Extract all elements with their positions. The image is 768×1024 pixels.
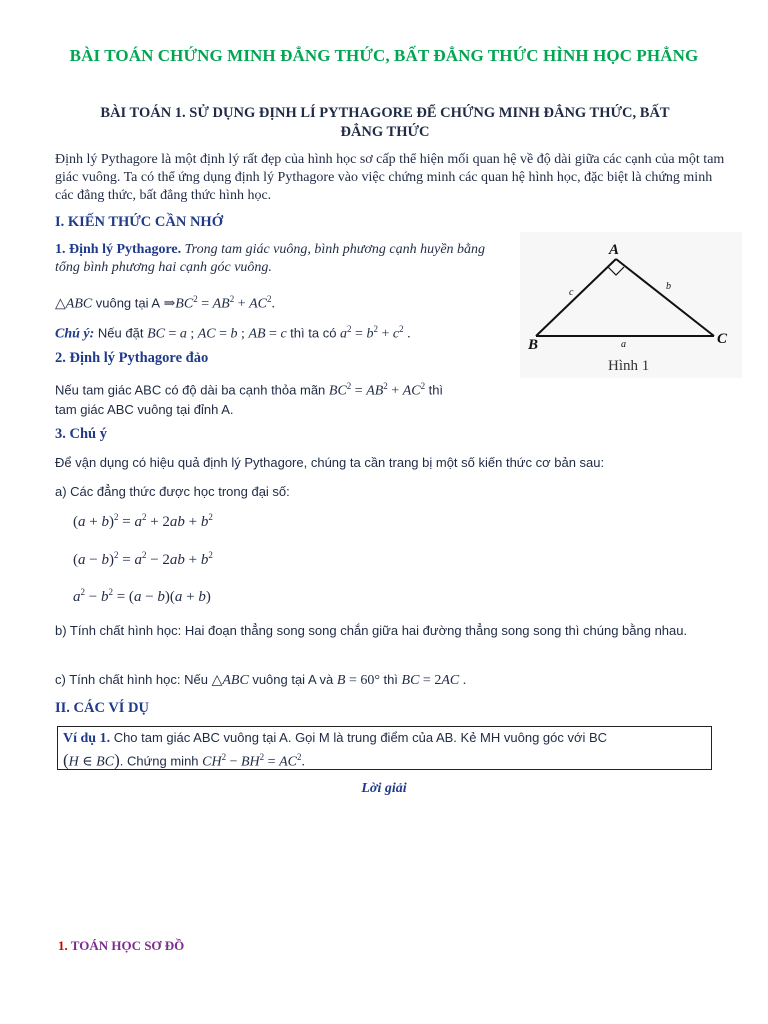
item-c: c) Tính chất hình học: Nếu △ABC vuông tại A và B = 60° thì BC = 2AC . (55, 672, 467, 688)
figure-caption: Hình 1 (608, 358, 650, 374)
theorem-1-statement: △ABC vuông tại A $\Rightarrow BC^2 = AB^2 + AC^2$. (55, 294, 275, 312)
note-3-title: 3. Chú ý (55, 426, 107, 442)
identity-2: $(a - b)^2 = a^2 - 2ab + b^2$ (73, 550, 213, 568)
footer-text: TOÁN HỌC SƠ ĐỒ (67, 938, 185, 953)
example-1: Ví dụ 1. Cho tam giác ABC vuông tại A. Gọi M là trung điểm của AB. Kẻ MH vuông góc với BC (H ∈ BC). Chứng minh $CH^2 - BH^2 = AC^2$. (63, 730, 608, 770)
vertex-c: C (717, 331, 728, 347)
identity-3: $a^2 - b^2 = (a - b)(a + b)$ (73, 587, 211, 605)
item-c-text-a: c) Tính chất hình học: Nếu (55, 672, 212, 687)
theorem-1-title: 1. Định lý Pythagore. (55, 242, 182, 257)
footer-page-number: 1. (58, 938, 68, 953)
vertex-a: A (609, 242, 620, 258)
example-1-label: Ví dụ 1. (63, 731, 111, 746)
identity-1: $(a + b)^2 = a^2 + 2ab + b^2$ (73, 512, 213, 530)
note-label: Chú ý: (55, 326, 95, 342)
section-heading-knowledge: I. KIẾN THỨC CẦN NHỚ (55, 214, 223, 230)
label-c: c (569, 287, 574, 298)
note-text-a: Nếu đặt (94, 325, 148, 341)
solution-heading: Lời giải (361, 781, 407, 796)
triangle-symbol: △ (55, 296, 66, 312)
section-title-line2: ĐẲNG THỨC (340, 124, 430, 140)
note-text-b: thì ta có (290, 325, 341, 341)
theorem-2-text-b: thì (428, 382, 444, 398)
theorem-1 (55, 241, 500, 277)
theorem-1-statement-text: vuông tại A (95, 295, 161, 311)
theorem-1-text: Trong tam giác vuông, bình phương cạnh huyền bằng tổng bình phương hai cạnh góc vuông. (55, 242, 486, 275)
note-1: Chú ý: Nếu đặt BC = a ; AC = b ; AB = c thì ta có $a^2 = b^2 + c^2$ . (55, 324, 411, 342)
triangle-figure (520, 232, 742, 378)
theorem-2-title: 2. Định lý Pythagore đảo (55, 350, 209, 366)
theorem-2: Nếu tam giác ABC có độ dài ba cạnh thỏa mãn $BC^2 = AB^2 + AC^2$ thì tam giác ABC vuông tại đỉnh A. (55, 381, 444, 417)
example-1-text2: . Chứng minh (119, 753, 203, 769)
page-title: BÀI TOÁN CHỨNG MINH ĐẲNG THỨC, BẤT ĐẲNG THỨC HÌNH HỌC PHẲNG (69, 46, 699, 65)
section-title-line1: BÀI TOÁN 1. SỬ DỤNG ĐỊNH LÍ PYTHAGORE ĐỂ CHỨNG MINH ĐẲNG THỨC, BẤT (100, 105, 670, 121)
figure-background (520, 232, 742, 378)
label-a: a (621, 339, 626, 350)
section-heading-examples: II. CÁC VÍ DỤ (55, 700, 149, 716)
item-a: a) Các đẳng thức được học trong đại số: (55, 484, 290, 499)
theorem-2-text-c: tam giác ABC vuông tại đỉnh A. (55, 401, 234, 417)
item-c-text-b: vuông tại A và (252, 672, 337, 687)
footer (58, 938, 184, 954)
example-1-text: Cho tam giác ABC vuông tại A. Gọi M là trung điểm của AB. Kẻ MH vuông góc với BC (110, 730, 608, 745)
vertex-b: B (528, 337, 539, 353)
implies-arrow: ⇒ (163, 296, 176, 312)
note-3-intro: Để vận dụng có hiệu quả định lý Pythagore, chúng ta cần trang bị một số kiến thức cơ bản sau: (55, 455, 605, 470)
item-b: b) Tính chất hình học: Hai đoạn thẳng song song chắn giữa hai đường thẳng song song thì chúng bằng nhau. (55, 623, 688, 638)
label-b: b (666, 281, 671, 292)
theorem-2-text-a: Nếu tam giác ABC có độ dài ba cạnh thỏa mãn (55, 382, 329, 398)
intro-paragraph: Định lý Pythagore là một định lý rất đẹp của hình học sơ cấp thể hiện mối quan hệ về độ dài giữa các cạnh của một tam giác vuông. Ta có thể ứng dụng định lý Pythagore vào việc chứng minh các quan hệ hình học, đặc biệt là chứng minh các đẳng thức, bất đẳng thức hình học. (55, 152, 725, 203)
item-c-text-c: thì (383, 672, 402, 687)
section-title (60, 104, 710, 142)
